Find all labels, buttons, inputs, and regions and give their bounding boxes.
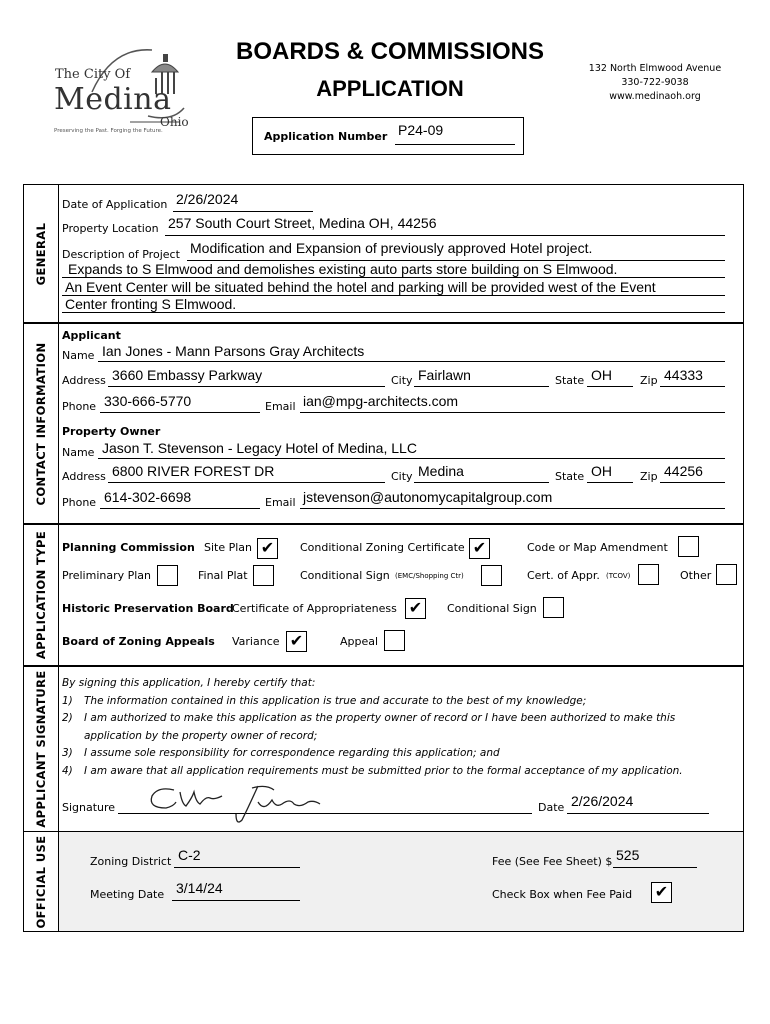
owner-state-field[interactable]: OH bbox=[591, 463, 612, 479]
official-use-section-label: OFFICIAL USE bbox=[34, 835, 48, 928]
applicant-address-label: Address bbox=[62, 374, 106, 387]
form-title-line1: BOARDS & COMMISSIONS bbox=[235, 38, 544, 65]
applicant-zip-field[interactable]: 44333 bbox=[664, 367, 703, 383]
owner-state-label: State bbox=[555, 470, 585, 483]
city-phone: 330-722-9038 bbox=[621, 77, 689, 88]
signature-image[interactable] bbox=[140, 778, 340, 828]
owner-email-field[interactable]: jstevenson@autonomycapitalgroup.com bbox=[303, 489, 553, 505]
logo-line2: Medina bbox=[54, 82, 172, 117]
owner-name-label: Name bbox=[62, 446, 95, 459]
fee-paid-checkbox[interactable]: ✔ bbox=[651, 882, 672, 903]
applicant-state-label: State bbox=[555, 374, 585, 387]
application-number-box bbox=[252, 117, 524, 155]
property-location-label: Property Location bbox=[62, 222, 159, 235]
application-type-section-label: APPLICATION TYPE bbox=[34, 530, 48, 660]
variance-label: Variance bbox=[232, 635, 280, 648]
logo-line1: The City Of bbox=[55, 67, 131, 82]
final-plat-checkbox[interactable] bbox=[253, 565, 274, 586]
variance-checkbox[interactable]: ✔ bbox=[286, 631, 307, 652]
city-address: 132 North Elmwood Avenue bbox=[588, 63, 722, 74]
city-logo bbox=[52, 42, 192, 137]
city-website[interactable]: www.medinaoh.org bbox=[609, 91, 701, 102]
conditional-sign-label: Conditional Sign bbox=[300, 569, 390, 582]
applicant-email-label: Email bbox=[265, 400, 296, 413]
site-plan-label: Site Plan bbox=[204, 541, 253, 554]
owner-zip-label: Zip bbox=[640, 470, 658, 483]
contact-section-label: CONTACT INFORMATION bbox=[34, 342, 48, 505]
description-line1[interactable]: Modification and Expansion of previously approved Hotel project. bbox=[190, 240, 593, 256]
conditional-zoning-checkbox[interactable]: ✔ bbox=[469, 538, 490, 559]
preliminary-plan-label: Preliminary Plan bbox=[62, 569, 152, 582]
signature-label: Signature bbox=[62, 801, 116, 814]
certification-item-2b: application by the property owner of record; bbox=[84, 729, 318, 742]
general-section-label: GENERAL bbox=[34, 222, 48, 286]
item4-number: 4) bbox=[62, 764, 73, 777]
owner-city-label: City bbox=[391, 470, 413, 483]
signature-section-label: APPLICANT SIGNATURE bbox=[34, 670, 48, 828]
cert-of-appr-note: (TCOV) bbox=[606, 572, 631, 580]
applicant-address-field[interactable]: 3660 Embassy Parkway bbox=[112, 367, 263, 383]
cert-appropriateness-checkbox[interactable]: ✔ bbox=[405, 598, 426, 619]
other-checkbox[interactable] bbox=[716, 564, 737, 585]
code-map-amendment-checkbox[interactable] bbox=[678, 536, 699, 557]
cert-appropriateness-label: Certificate of Appropriateness bbox=[232, 602, 397, 615]
cert-of-appr-label: Cert. of Appr. bbox=[527, 569, 600, 582]
code-map-amendment-label: Code or Map Amendment bbox=[527, 541, 668, 554]
date-of-application-label: Date of Application bbox=[62, 198, 168, 211]
other-label: Other bbox=[680, 569, 712, 582]
applicant-email-field[interactable]: ian@mpg-architects.com bbox=[303, 393, 459, 409]
applicant-name-field[interactable]: Ian Jones - Mann Parsons Gray Architects bbox=[102, 343, 365, 359]
form-title-line2: APPLICATION bbox=[316, 76, 464, 101]
hp-conditional-sign-checkbox[interactable] bbox=[543, 597, 564, 618]
applicant-name-label: Name bbox=[62, 349, 95, 362]
description-label: Description of Project bbox=[62, 248, 180, 261]
certification-item-2a: I am authorized to make this application as the property owner of record or I have been authorized to make this bbox=[84, 712, 676, 724]
item2-number: 2) bbox=[62, 712, 73, 724]
owner-city-field[interactable]: Medina bbox=[418, 463, 464, 479]
item3-number: 3) bbox=[62, 747, 73, 759]
owner-address-label: Address bbox=[62, 470, 106, 483]
certification-item-4: I am aware that all application requirements must be submitted prior to the formal acceptance of my application. bbox=[84, 764, 683, 777]
conditional-sign-note: (EMC/Shopping Ctr) bbox=[395, 572, 464, 580]
certification-item-3: I assume sole responsibility for correspondence regarding this application; and bbox=[84, 747, 500, 759]
applicant-heading: Applicant bbox=[62, 329, 121, 342]
certification-intro: By signing this application, I hereby certify that: bbox=[62, 677, 316, 689]
preliminary-plan-checkbox[interactable] bbox=[157, 565, 178, 586]
description-line4[interactable]: Center fronting S Elmwood. bbox=[65, 296, 237, 312]
certification-item-1: The information contained in this application is true and accurate to the best of my knowledge; bbox=[84, 694, 587, 707]
owner-zip-field[interactable]: 44256 bbox=[664, 463, 703, 479]
applicant-phone-label: Phone bbox=[62, 400, 97, 413]
appeal-checkbox[interactable] bbox=[384, 630, 405, 651]
fee-label: Fee (See Fee Sheet) $ bbox=[492, 855, 613, 868]
applicant-state-field[interactable]: OH bbox=[591, 367, 612, 383]
item1-number: 1) bbox=[62, 694, 73, 707]
owner-phone-label: Phone bbox=[62, 496, 97, 509]
property-location-field[interactable]: 257 South Court Street, Medina OH, 44256 bbox=[168, 215, 437, 231]
applicant-phone-field[interactable]: 330-666-5770 bbox=[104, 393, 192, 409]
certification-text bbox=[62, 675, 732, 780]
conditional-sign-checkbox[interactable] bbox=[481, 565, 502, 586]
owner-email-label: Email bbox=[265, 496, 296, 509]
zoning-district-label: Zoning District bbox=[90, 855, 172, 868]
meeting-date-field[interactable]: 3/14/24 bbox=[176, 880, 223, 896]
fee-field[interactable]: 525 bbox=[616, 847, 640, 863]
date-of-application-field[interactable]: 2/26/2024 bbox=[176, 191, 239, 207]
owner-address-field[interactable]: 6800 RIVER FOREST DR bbox=[112, 463, 275, 479]
signature-date-field[interactable]: 2/26/2024 bbox=[571, 793, 634, 809]
logo-tagline: Preserving the Past. Forging the Future. bbox=[54, 128, 163, 134]
hp-conditional-sign-label: Conditional Sign bbox=[447, 602, 537, 615]
applicant-city-field[interactable]: Fairlawn bbox=[418, 367, 471, 383]
fee-paid-label: Check Box when Fee Paid bbox=[492, 888, 633, 901]
owner-phone-field[interactable]: 614-302-6698 bbox=[104, 489, 192, 505]
owner-name-field[interactable]: Jason T. Stevenson - Legacy Hotel of Medina, LLC bbox=[102, 440, 417, 456]
appeal-label: Appeal bbox=[340, 635, 379, 648]
historic-board-label: Historic Preservation Board bbox=[62, 602, 234, 615]
applicant-city-label: City bbox=[391, 374, 413, 387]
description-line2[interactable]: Expands to S Elmwood and demolishes existing auto parts store building on S Elmwood. bbox=[68, 261, 618, 277]
city-contact bbox=[575, 62, 735, 104]
meeting-date-label: Meeting Date bbox=[90, 888, 165, 901]
bza-label: Board of Zoning Appeals bbox=[62, 635, 215, 648]
site-plan-checkbox[interactable]: ✔ bbox=[257, 538, 278, 559]
owner-heading: Property Owner bbox=[62, 425, 161, 438]
application-number-label: Application Number bbox=[264, 130, 388, 143]
conditional-zoning-label: Conditional Zoning Certificate bbox=[300, 541, 465, 554]
final-plat-label: Final Plat bbox=[198, 569, 248, 582]
signature-date-label: Date bbox=[538, 801, 565, 814]
logo-line3: Ohio bbox=[160, 115, 189, 129]
cert-of-appr-checkbox[interactable] bbox=[638, 564, 659, 585]
zoning-district-field[interactable]: C-2 bbox=[178, 847, 201, 863]
planning-commission-label: Planning Commission bbox=[62, 541, 195, 554]
applicant-zip-label: Zip bbox=[640, 374, 658, 387]
application-number-field[interactable]: P24-09 bbox=[398, 122, 444, 138]
description-line3[interactable]: An Event Center will be situated behind the hotel and parking will be provided west of the Event bbox=[65, 279, 656, 295]
